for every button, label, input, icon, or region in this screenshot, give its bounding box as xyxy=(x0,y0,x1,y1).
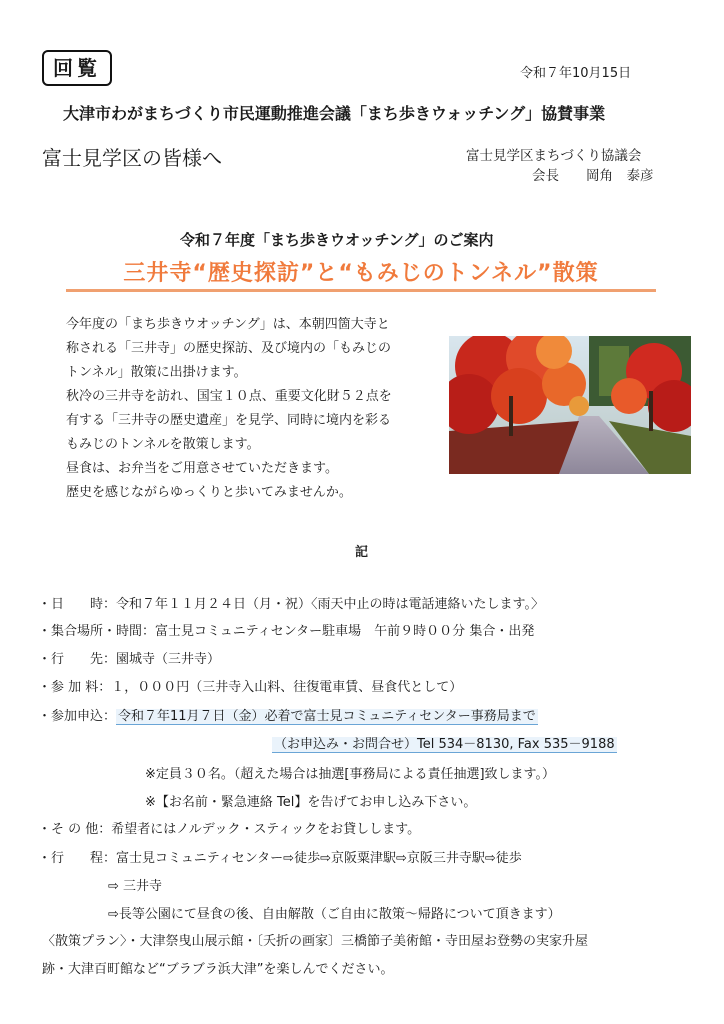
circulation-stamp: 回覧 xyxy=(42,50,112,86)
organization: 富士見学区まちづくり協議会 xyxy=(466,148,642,164)
sponsor-line: 大津市わがまちづくり市民運動推進会議「まち歩きウォッチング」協賛事業 xyxy=(63,104,606,123)
ki-heading: 記 xyxy=(355,545,369,560)
intro-line: トンネル」散策に出掛けます。 xyxy=(66,365,247,380)
main-title: 三井寺“歴史探訪”と“もみじのトンネル”散策 xyxy=(66,256,656,292)
detail-route: ・行 程：富士見コミュニティセンター⇨徒歩⇨京阪粟津駅⇨京阪三井寺駅⇨徒歩 xyxy=(38,851,522,866)
intro-line: 今年度の「まち歩きウオッチング」は、本朝四箇大寺と xyxy=(66,317,390,332)
greeting: 富士見学区の皆様へ xyxy=(42,146,222,170)
subtitle: 令和７年度「まち歩きウオッチング」のご案内 xyxy=(180,231,494,249)
intro-line: 昼食は、お弁当をご用意させていただきます。 xyxy=(66,461,338,476)
apply-contact-text: （お申込み・お問合せ）Tel 534－8130, Fax 535－9188 xyxy=(274,737,615,752)
detail-destination: ・行 先：園城寺（三井寺） xyxy=(38,652,221,667)
intro-line: 称される「三井寺」の歴史探訪、及び境内の「もみじの xyxy=(66,341,392,356)
intro-text xyxy=(66,313,446,505)
apply-contact xyxy=(272,733,617,752)
detail-other: ・そ の 他：希望者にはノルデック・スティックをお貸しします。 xyxy=(38,822,421,837)
detail-apply xyxy=(38,705,538,724)
intro-line: もみじのトンネルを散策します。 xyxy=(66,437,260,452)
walk-plan-2: 跡・大津百町館など“ブラブラ浜大津”を楽しんでください。 xyxy=(42,962,394,977)
detail-meeting: ・集合場所・時間：富士見コミュニティセンター駐車場 午前９時００分 集合・出発 xyxy=(38,624,535,639)
detail-route-2: ⇨ 三井寺 xyxy=(108,879,163,894)
autumn-maple-photo xyxy=(449,336,691,474)
detail-date: ・日 時：令和７年１１月２４日（月・祝）〈雨天中止の時は電話連絡いたします。〉 xyxy=(38,597,544,612)
intro-line: 秋冷の三井寺を訪れ、国宝１０点、重要文化財５２点を xyxy=(66,389,392,404)
apply-deadline: 令和７年11月７日（金）必着で富士見コミュニティセンター事務局まで xyxy=(118,709,536,724)
walk-plan: 〈散策プラン〉・大津祭曳山展示館・〔夭折の画家〕三橋節子美術館・寺田屋お登勢の実家升屋 xyxy=(42,934,589,949)
detail-fee: ・参 加 料：１，０００円（三井寺入山料、往復電車賃、昼食代として） xyxy=(38,680,463,695)
chairman: 会長 岡角 泰彦 xyxy=(532,168,654,184)
detail-route-3: ⇨長等公園にて昼食の後、自由解散（ご自由に散策～帰路について頂きます） xyxy=(108,907,561,922)
issue-date: 令和７年10月15日 xyxy=(520,66,632,81)
intro-line: 歴史を感じながらゆっくりと歩いてみませんか。 xyxy=(66,485,352,500)
intro-line: 有する「三井寺の歴史遺産」を見学、同時に境内を彩る xyxy=(66,413,392,428)
note-capacity: ※定員３０名。（超えた場合は抽選[事務局による責任抽選]致します。） xyxy=(145,767,555,782)
apply-label: ・参加申込： xyxy=(38,709,117,724)
note-contact: ※【お名前・緊急連絡 Tel】を告げてお申し込み下さい。 xyxy=(145,795,477,810)
